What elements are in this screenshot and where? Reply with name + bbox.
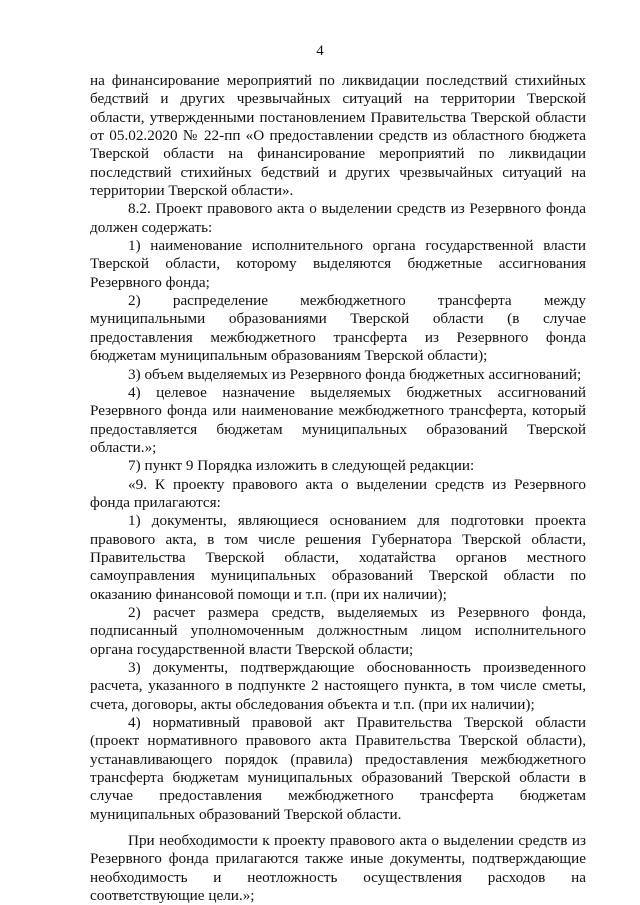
list-item-2: 2) расчет размера средств, выделяемых из Резервного фонда, подписанный уполномоченным должностным лицом исполнительного органа государственной власти Тверской области; xyxy=(90,603,586,658)
list-item-4: 4) нормативный правовой акт Правительства Тверской области (проект нормативного правового акта Правительства Тверской области), устанавливающего порядок (правила) предоставления межбюджетного трансферта бюджетам муниципальных образований Тверской области в случае предоставления межбюджетного трансферта бюджетам муниципальных образований Тверской области. xyxy=(90,714,586,823)
list-item-3: 3) документы, подтверждающие обоснованность произведенного расчета, указанного в подпункте 2 настоящего пункта, в том числе сметы, счета, договоры, акты обследования объекта и т.п. (при их наличии); xyxy=(90,659,586,713)
list-item-3: 3) объем выделяемых из Резервного фонда бюджетных ассигнований; xyxy=(128,365,582,383)
paragraph-continuation: на финансирование мероприятий по ликвидации последствий стихийных бедствий и других чрезвычайных ситуаций на территории Тверской области, утвержденными постановлением Правительства Тверской области от 05.02.2020 № 22-пп «О предоставлении средств из областного бюджета Тверской области на финансирование мероприятий по ликвидации последствий стихийных бедствий и других чрезвычайных ситуаций на территории Тверской области». xyxy=(90,72,586,200)
list-item-1: 1) наименование исполнительного органа государственной власти Тверской области, которому выделяются бюджетные ассигнования Резервного фонда; xyxy=(90,237,586,291)
paragraph-9: «9. К проекту правового акта о выделении средств из Резервного фонда прилагаются: xyxy=(90,475,586,511)
list-item-4: 4) целевое назначение выделяемых бюджетных ассигнований Резервного фонда или наименование межбюджетного трансферта, который предоставляется бюджетам муниципальных образований Тверской области.»; xyxy=(90,383,586,456)
list-item-2: 2) распределение межбюджетного трансферта между муниципальными образованиями Тверской области (в случае предоставления межбюджетного трансферта из Резервного фонда бюджетам муниципальным образованиям Тверской области); xyxy=(90,292,586,365)
paragraph-8-2: 8.2. Проект правового акта о выделении средств из Резервного фонда должен содержать: xyxy=(90,200,586,236)
paragraph-closing: При необходимости к проекту правового акта о выделении средств из Резервного фонда прилагаются также иные документы, подтверждающие необходимость и неотложность осуществления расходов на соответствующие цели.»; xyxy=(90,832,586,905)
document-body xyxy=(90,72,586,905)
paragraph-item-7: 7) пункт 9 Порядка изложить в следующей редакции: xyxy=(128,457,475,475)
list-item-1: 1) документы, являющиеся основанием для подготовки проекта правового акта, в том числе решения Губернатора Тверской области, Правительства Тверской области, ходатайства органов местного самоуправления муниципальных образований Тверской области по оказанию финансовой помощи и т.п. (при их наличии); xyxy=(90,512,586,603)
page-number: 4 xyxy=(316,43,324,59)
